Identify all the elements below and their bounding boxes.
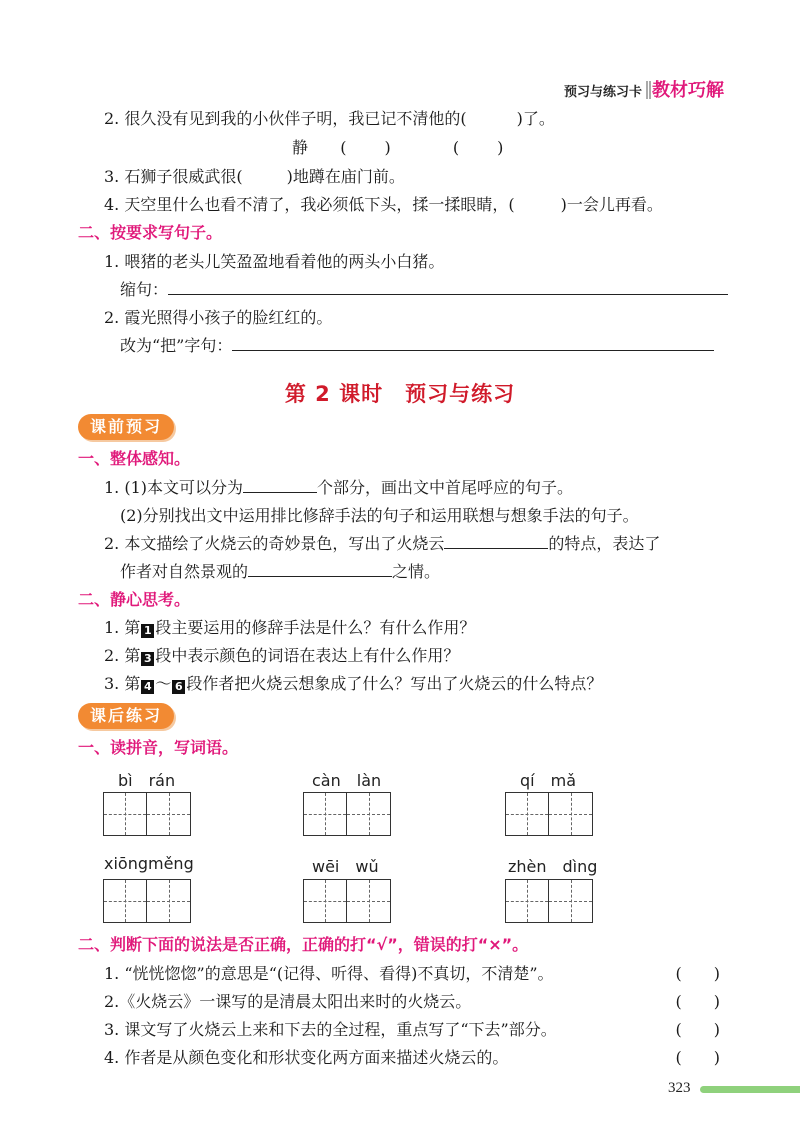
rewrite-label-2: 改为“把”字句： [120,335,714,357]
judge-answer-parens[interactable]: ( ) [675,1020,720,1039]
perceive-item-2b: 作者对自然景观的 之情。 [120,562,441,581]
judge-item-2: 2.《火烧云》一课写的是清晨太阳出来时的火烧云。 [104,992,472,1011]
pinyin-label: xiōngměng [104,854,194,873]
answer-line[interactable] [248,562,392,577]
badge-pre-class: 课前预习 [78,414,174,440]
header-divider [646,81,648,99]
section-title-think: 二、静心思考。 [78,590,191,609]
answer-line[interactable] [243,478,317,493]
pinyin-label: wēi wǔ [312,857,379,876]
writing-grid[interactable] [103,792,191,836]
question-4: 4. 天空里什么也看不清了，我必须低下头，揉一揉眼睛，( )一会儿再看。 [104,195,663,214]
answer-line[interactable] [232,336,714,351]
judge-item-1: 1. “恍恍惚惚”的意思是“(记得、听得、看得)不真切，不清楚”。 [104,964,554,983]
pinyin-label: qí mǎ [520,771,576,790]
paragraph-number-badge: 3 [141,652,154,666]
think-item-2: 2. 第 3 段中表示颜色的词语在表达上有什么作用？ [104,646,460,665]
badge-post-class: 课后练习 [78,703,174,729]
judge-item-4: 4. 作者是从颜色变化和形状变化两方面来描述火烧云的。 [104,1048,509,1067]
judge-answer-parens[interactable]: ( ) [675,964,720,983]
perceive-item-1a: 1. (1)本文可以分为 个部分，画出文中首尾呼应的句子。 [104,478,574,497]
lesson-title: 第 2 课时 预习与练习 [284,382,516,406]
answer-line[interactable] [444,534,548,549]
page-number: 323 [668,1080,691,1096]
page-accent-bar [700,1086,800,1093]
question-3: 3. 石狮子很威武很( )地蹲在庙门前。 [104,167,405,186]
judge-answer-parens[interactable]: ( ) [675,992,720,1011]
writing-grid[interactable] [103,879,191,923]
answer-line[interactable] [168,280,728,295]
think-item-3: 3. 第 4 ～ 6 段作者把火烧云想象成了什么？写出了火烧云的什么特点？ [104,674,603,693]
series-title: 预习与练习卡 [563,85,642,100]
think-item-1: 1. 第 1 段主要运用的修辞手法是什么？有什么作用？ [104,618,476,637]
brand-title: 教材巧解 [652,80,724,101]
rewrite-item-1: 1. 喂猪的老头儿笑盈盈地看着他的两头小白猪。 [104,252,445,271]
paragraph-number-badge: 4 [141,680,154,694]
section-title-judge: 二、判断下面的说法是否正确，正确的打“√”，错误的打“×”。 [78,935,529,954]
pinyin-label: zhèn dìng [508,857,598,876]
writing-grid[interactable] [303,792,391,836]
judge-item-3: 3. 课文写了火烧云上来和下去的全过程，重点写了“下去”部分。 [104,1020,557,1039]
judge-answer-parens[interactable]: ( ) [675,1048,720,1067]
paragraph-number-badge: 1 [141,624,154,638]
section-title-rewrite: 二、按要求写句子。 [78,223,223,242]
section-title-pinyin: 一、读拼音，写词语。 [78,738,239,757]
question-2: 2. 很久没有见到我的小伙伴子明，我已记不清他的( )了。 [104,109,555,128]
rewrite-label-1: 缩句： [120,279,728,301]
perceive-item-1b: (2)分别找出文中运用排比修辞手法的句子和运用联想与想象手法的句子。 [120,506,639,525]
pinyin-label: càn làn [312,771,382,790]
pinyin-label: bì rán [118,771,176,790]
writing-grid[interactable] [505,879,593,923]
rewrite-item-2: 2. 霞光照得小孩子的脸红红的。 [104,308,333,327]
perceive-item-2: 2. 本文描绘了火烧云的奇妙景色，写出了火烧云 的特点，表达了 [104,534,661,553]
char-options-row: 静 ( ) ( ) [292,138,504,157]
writing-grid[interactable] [505,792,593,836]
writing-grid[interactable] [303,879,391,923]
section-title-perceive: 一、整体感知。 [78,449,191,468]
paragraph-number-badge: 6 [172,680,185,694]
running-header [564,76,724,102]
